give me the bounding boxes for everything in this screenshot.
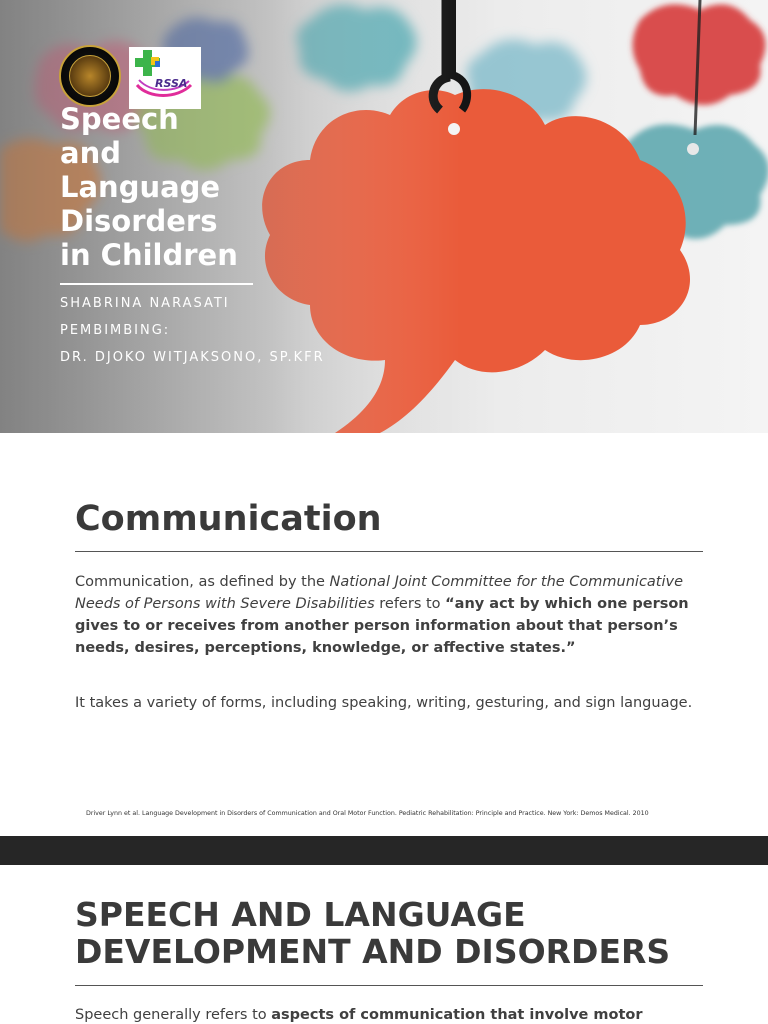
title-divider bbox=[75, 985, 703, 986]
definition-paragraph bbox=[75, 571, 705, 659]
title-slide bbox=[0, 0, 768, 433]
forms-paragraph: It takes a variety of forms, including speaking, writing, gesturing, and sign language. bbox=[75, 695, 693, 711]
committee-name: National Joint Committee for the Communicative Needs of Persons with Severe Disabilities bbox=[75, 574, 684, 612]
slide-title: Communication bbox=[75, 499, 382, 539]
speech-intro: Speech generally refers to bbox=[75, 1007, 272, 1023]
slide-title: SPEECH AND LANGUAGE DEVELOPMENT AND DISORDERS bbox=[75, 895, 671, 971]
author-name: SHABRINA NARASATI bbox=[60, 296, 230, 311]
speech-bold-phrase: aspects of communication that involve motor bbox=[271, 1007, 643, 1023]
definition-intro: Communication, as defined by the bbox=[75, 574, 330, 590]
title-underline bbox=[60, 283, 253, 285]
title-divider bbox=[75, 551, 703, 552]
definition-connector: refers to bbox=[374, 596, 446, 612]
university-seal-logo bbox=[59, 45, 121, 107]
reference-citation: Driver Lynn et al. Language Development in Disorders of Communication and Oral Motor Function. Pediatric Rehabilitation: Principle and Practice. New York: Demos Medical. 2010 bbox=[86, 810, 649, 817]
definition-quote: “any act by which one person gives to or receives from another person information about that person’s needs, desires, perceptions, knowledge, or affective states.” bbox=[75, 596, 689, 656]
rssa-logo bbox=[129, 47, 201, 109]
seal-emblem-icon bbox=[69, 55, 111, 97]
rssa-logo-text: RSSA bbox=[155, 77, 188, 90]
supervisor-name: DR. DJOKO WITJAKSONO, SP.KFR bbox=[60, 350, 325, 365]
development-slide bbox=[0, 865, 768, 1024]
supervisor-label: PEMBIMBING: bbox=[60, 323, 171, 338]
speech-definition-paragraph bbox=[75, 1004, 715, 1024]
presentation-title: Speech and Language Disorders in Children bbox=[60, 102, 238, 272]
slide-separator bbox=[0, 836, 768, 865]
communication-slide bbox=[0, 433, 768, 836]
